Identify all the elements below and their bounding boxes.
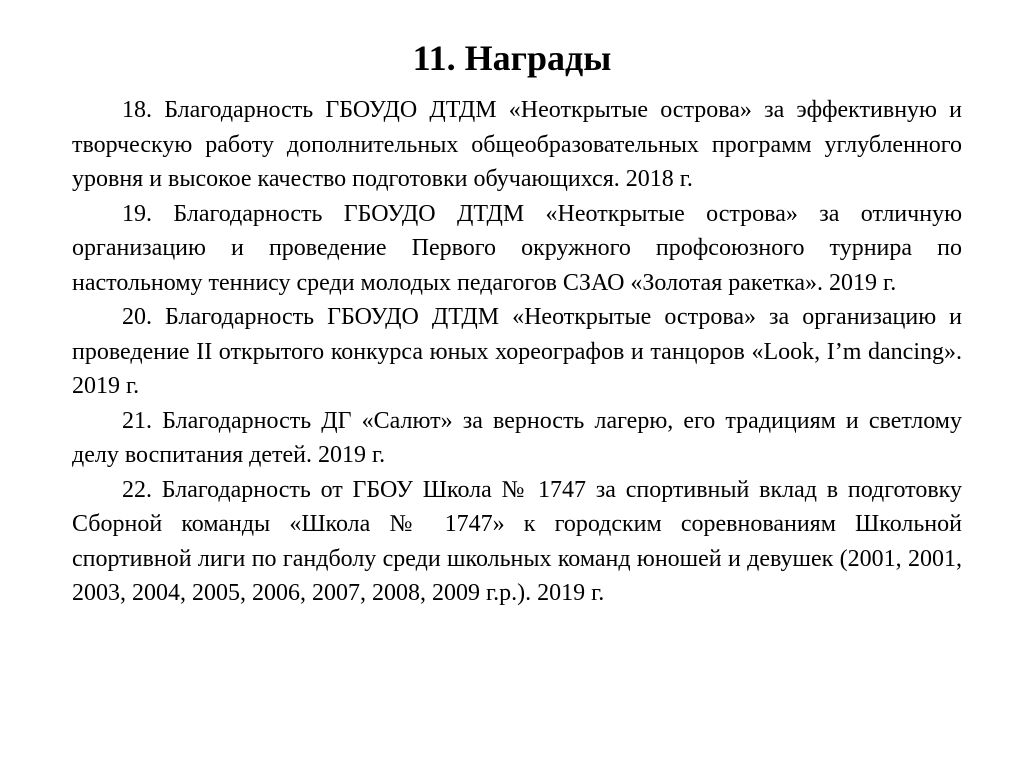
award-item-22: 22. Благодарность от ГБОУ Школа № 1747 за спортивный вклад в подготовку Сборной команды «Школа № 1747» к городским соревнованиям Школьной спортивной лиги по гандболу среди школьных команд юношей и девушек (2001, 2001, 2003, 2004, 2005, 2006, 2007, 2008, 2009 г.р.). 2019 г.: [72, 476, 962, 606]
awards-list: [72, 93, 962, 611]
award-item-21: 21. Благодарность ДГ «Салют» за верность лагерю, его традициям и светлому делу воспитания детей. 2019 г.: [72, 407, 962, 468]
page-title: 11. Награды: [412, 38, 612, 78]
award-item-18: 18. Благодарность ГБОУДО ДТДМ «Неоткрытые острова» за эффективную и творческую работу дополнительных общеобразовательных программ углубленного уровня и высокое качество подготовки обучающихся. 2018 г.: [72, 97, 962, 192]
award-item-19: 19. Благодарность ГБОУДО ДТДМ «Неоткрытые острова» за отличную организацию и проведение Первого окружного профсоюзного турнира по настольному теннису среди молодых педагогов СЗАО «Золотая ракетка». 2019 г.: [72, 200, 962, 296]
award-item-20: 20. Благодарность ГБОУДО ДТДМ «Неоткрытые острова» за организацию и проведение II открытого конкурса юных хореографов и танцоров «Look, I’m dancing». 2019 г.: [72, 304, 962, 399]
